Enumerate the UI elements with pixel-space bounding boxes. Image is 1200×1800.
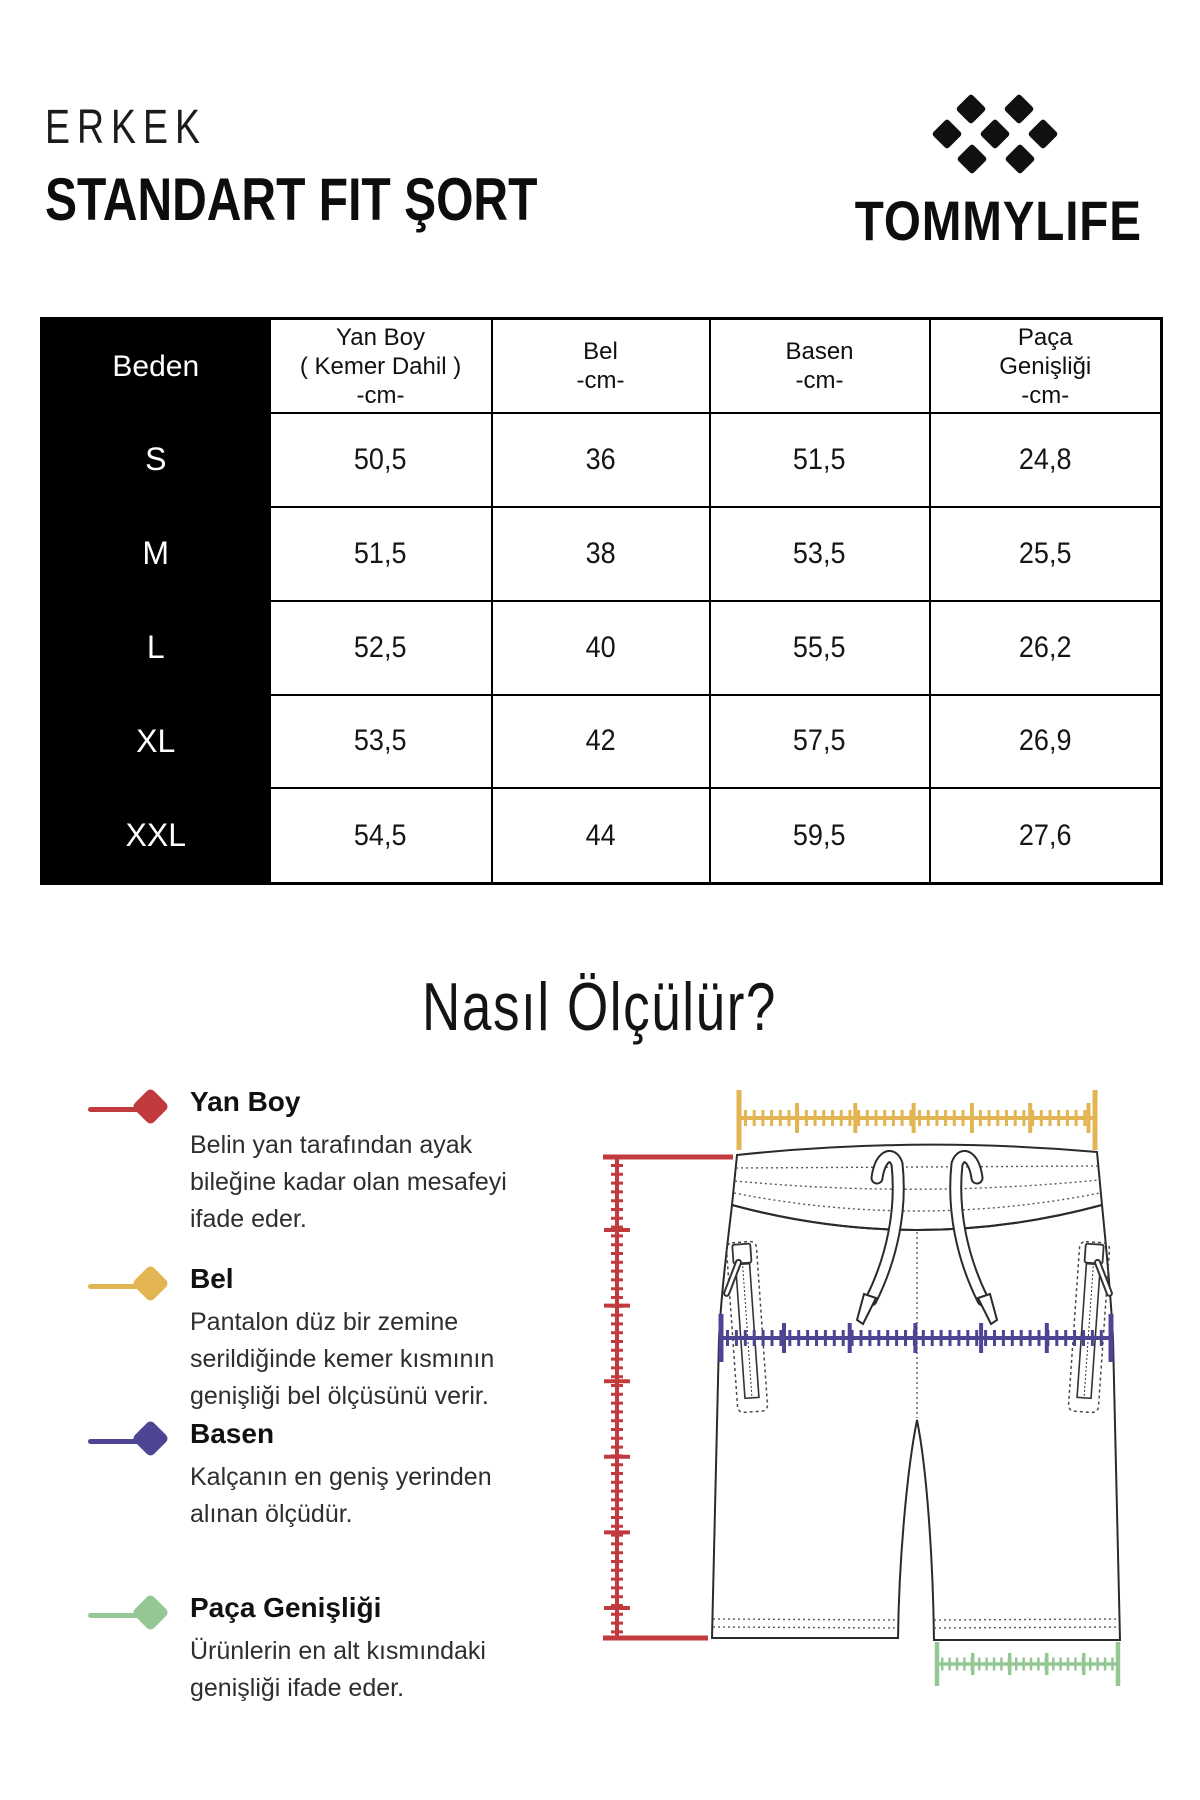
hem-stitching (713, 1619, 1119, 1628)
size-label: XL (42, 695, 270, 789)
product-heading (45, 100, 661, 234)
legend-item-pa-a-geni-li-i (88, 1592, 538, 1707)
size-row (42, 695, 1162, 789)
column-header: Paça Genişliği -cm- (930, 319, 1162, 414)
measure-section-title: Nasıl Ölçülür? (422, 969, 778, 1045)
size-table (40, 317, 1163, 885)
size-value-cell: 42 (492, 695, 710, 789)
size-value-cell: 24,8 (930, 413, 1162, 507)
size-value-cell: 36 (492, 413, 710, 507)
bel-ruler (739, 1090, 1095, 1150)
legend-item-bel (88, 1263, 538, 1415)
size-value-cell: 53,5 (270, 695, 492, 789)
column-header: Yan Boy ( Kemer Dahil ) -cm- (270, 319, 492, 414)
legend-description: Ürünlerin en alt kısmındaki genişliği ifade eder. (190, 1637, 486, 1702)
brand-name: TOMMYLIFE (854, 189, 1142, 252)
size-value-cell: 59,5 (710, 788, 930, 883)
size-row (42, 601, 1162, 695)
size-label: L (42, 601, 270, 695)
size-value-cell: 40 (492, 601, 710, 695)
column-header: Basen -cm- (710, 319, 930, 414)
shorts-drawing (712, 1145, 1120, 1640)
size-value-cell: 53,5 (710, 507, 930, 601)
legend-item-basen (88, 1418, 538, 1533)
tommylife-logo-icon (920, 82, 1070, 182)
size-value-cell: 51,5 (710, 413, 930, 507)
size-value-cell: 50,5 (270, 413, 492, 507)
product-title: STANDART FIT ŞORT (45, 166, 538, 233)
legend-description: Pantalon düz bir zemine serildiğinde kemer kısmının genişliği bel ölçüsünü verir. (190, 1308, 495, 1410)
basen-ruler (721, 1314, 1111, 1362)
left-zip-pocket (723, 1241, 768, 1413)
shorts-measure-diagram (530, 1030, 1150, 1710)
size-row (42, 507, 1162, 601)
diamond-marker-icon (88, 1424, 184, 1462)
size-value-cell: 52,5 (270, 601, 492, 695)
size-row (42, 413, 1162, 507)
legend-description: Kalçanın en geniş yerinden alınan ölçüdür. (190, 1463, 492, 1528)
diamond-marker-icon (88, 1598, 184, 1636)
legend-term: Bel (190, 1263, 234, 1294)
size-value-cell: 55,5 (710, 601, 930, 695)
legend-term: Basen (190, 1418, 275, 1449)
size-value-cell: 26,2 (930, 601, 1162, 695)
size-value-cell: 44 (492, 788, 710, 883)
diamond-marker-icon (88, 1269, 184, 1307)
column-header: Bel -cm- (492, 319, 710, 414)
size-value-cell: 38 (492, 507, 710, 601)
size-value-cell: 25,5 (930, 507, 1162, 601)
size-value-cell: 27,6 (930, 788, 1162, 883)
drawstrings (857, 1156, 997, 1324)
right-zip-pocket (1068, 1241, 1113, 1413)
size-label: S (42, 413, 270, 507)
column-header-beden: Beden (42, 319, 270, 414)
size-value-cell: 54,5 (270, 788, 492, 883)
size-table-header (42, 319, 1162, 414)
legend-term: Yan Boy (190, 1086, 301, 1117)
size-label: XXL (42, 788, 270, 883)
product-category: ERKEK (45, 101, 208, 154)
legend-item-yan-boy (88, 1086, 538, 1238)
brand-block (830, 82, 1160, 253)
size-label: M (42, 507, 270, 601)
diamond-marker-icon (88, 1092, 184, 1130)
size-value-cell: 57,5 (710, 695, 930, 789)
measure-legend (88, 1080, 538, 1720)
paca-genisligi-ruler (937, 1642, 1118, 1686)
size-value-cell: 51,5 (270, 507, 492, 601)
legend-description: Belin yan tarafından ayak bileğine kadar olan mesafeyi ifade eder. (190, 1131, 507, 1233)
legend-term: Paça Genişliği (190, 1592, 382, 1623)
size-value-cell: 26,9 (930, 695, 1162, 789)
size-row (42, 788, 1162, 883)
